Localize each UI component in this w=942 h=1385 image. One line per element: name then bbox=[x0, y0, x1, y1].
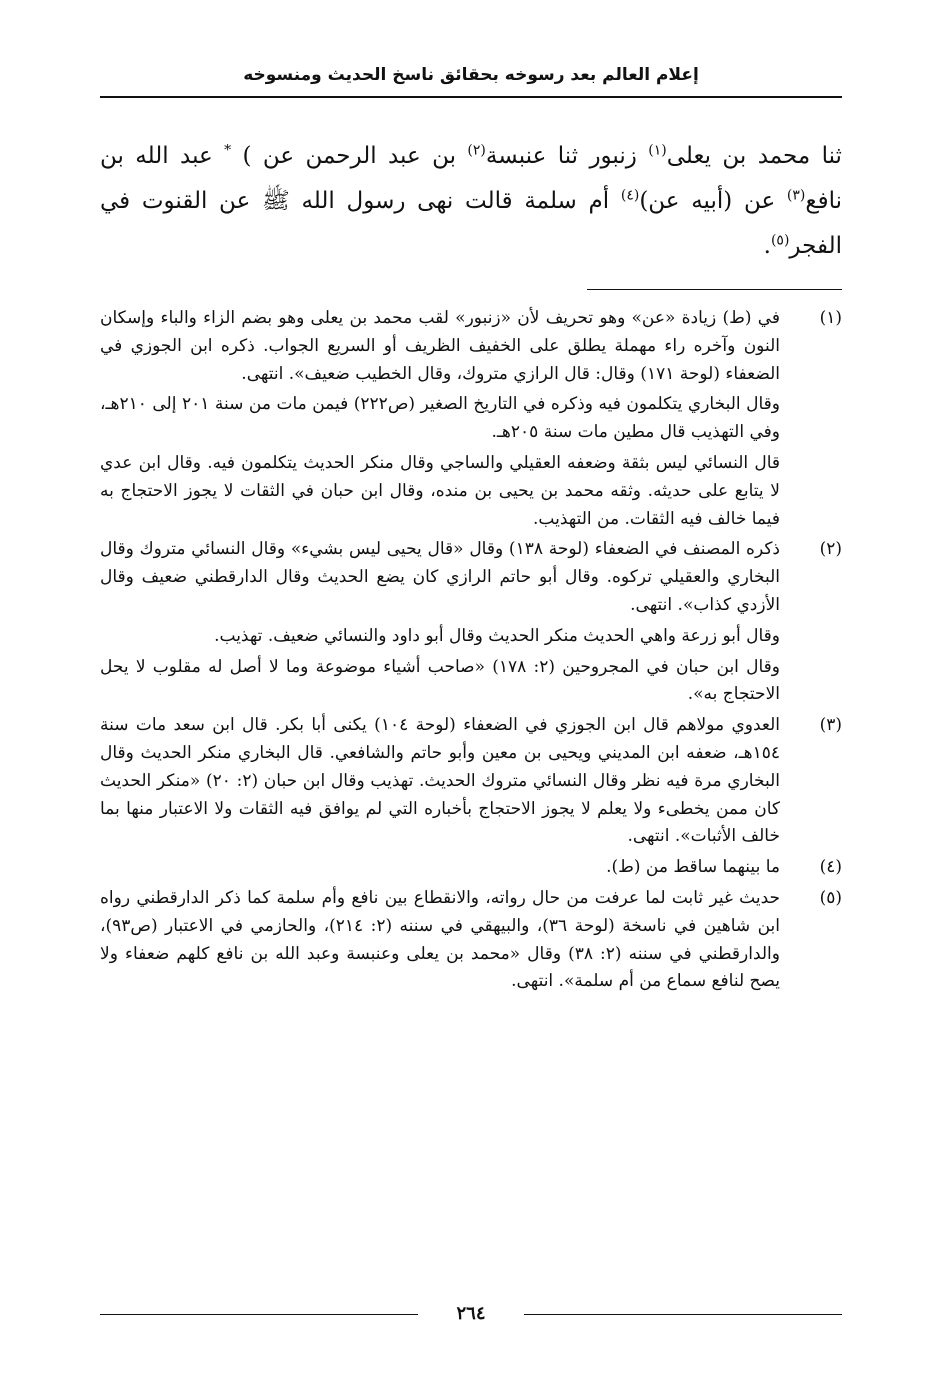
footnote-number: (٤) bbox=[819, 857, 842, 878]
footnotes bbox=[100, 305, 842, 999]
footnote-paragraph: حديث غير ثابت لما عرفت من حال رواته، والانقطاع بين نافع وأم سلمة كما ذكر الدارقطني رواه ابن شاهين في ناسخة (لوحة ٣٦)، والبيهقي في سننه (٢: ٢١٤)، والحازمي في الاعتبار (ص٩٣)، والدارقطني في سننه (٢: ٣٨) وقال «محمد بن يعلى وعنبسة وعبد الله بن نافع كلهم ضعفاء ولا يصح لنافع سماع من أم سلمة». انتهى. bbox=[100, 887, 780, 992]
main-text bbox=[100, 134, 842, 269]
main-text-segment: بن عبد الرحمن عن ) bbox=[231, 143, 468, 169]
footnote-4 bbox=[100, 854, 842, 882]
footnote-number: (٣) bbox=[819, 715, 842, 736]
footnote-ref-4[interactable]: (٤) bbox=[620, 187, 640, 204]
footnote-ref-5[interactable]: (٥) bbox=[770, 232, 790, 249]
main-text-segment: أم سلمة قالت نهى رسول الله ﷺ عن القنوت في الفجر bbox=[100, 188, 842, 259]
footnote-paragraph: وقال ابن حبان في المجروحين (٢: ١٧٨) «صاحب أشياء موضوعة وما لا أصل له مقلوب لا يحل الاحتجاج به». bbox=[100, 656, 781, 705]
page-footer bbox=[100, 1302, 842, 1326]
footnote-number: (٥) bbox=[819, 887, 842, 908]
page-number: ٢٦٤ bbox=[456, 1303, 486, 1324]
main-text-segment: عبد الله بن نافع bbox=[100, 143, 843, 214]
asterisk-mark: * bbox=[224, 142, 232, 159]
main-text-segment: زنبور ثنا عنبسة bbox=[485, 143, 649, 169]
footnote-ref-2[interactable]: (٢) bbox=[467, 142, 486, 159]
main-text-segment: عن (أبيه عن) bbox=[639, 188, 787, 214]
running-head: إعلام العالم بعد رسوخه بحقائق ناسخ الحديث ومنسوخه bbox=[243, 65, 699, 85]
header-rule bbox=[100, 96, 842, 98]
footnote-paragraph: ذكره المصنف في الضعفاء (لوحة ١٣٨) وقال «قال يحيى ليس بشيء» وقال النسائي متروك وقال البخاري والعقيلي تركوه. وقال أبو حاتم الرازي كان يضع الحديث وقال الدارقطني ضعيف وقال الأزدي كذاب». انتهى. bbox=[100, 539, 780, 615]
main-text-segment: . bbox=[763, 233, 771, 259]
main-text-segment: ثنا محمد بن يعلى bbox=[666, 143, 842, 169]
footnote-5 bbox=[100, 885, 842, 996]
footnote-2 bbox=[100, 536, 842, 709]
footnote-ref-1[interactable]: (١) bbox=[648, 142, 667, 159]
footnote-3 bbox=[100, 712, 842, 851]
footnote-paragraph: في (ط) زيادة «عن» وهو تحريف لأن «زنبور» لقب محمد بن يعلى وهو بضم الزاء والباء وإسكان النون وآخره راء مهملة يطلق على الخفيف الظريف أو السريع الجواب. ذكره ابن الجوزي في الضعفاء (لوحة ١٧١) وقال: قال الرازي متروك، وقال الخطيب ضعيف». انتهى. bbox=[100, 308, 780, 384]
footnote-paragraph: وقال أبو زرعة واهي الحديث منكر الحديث وقال أبو داود والنسائي ضعيف. تهذيب. bbox=[214, 625, 780, 646]
footnote-paragraph: قال النسائي ليس بثقة وضعفه العقيلي والساجي وقال منكر الحديث يتكلمون فيه. وقال ابن عدي لا يتابع على حديثه. وثقه محمد بن يحيى بن منده، وقال ابن حبان في الثقات لا يجوز الاحتجاج به فيما خالف فيه الثقات. من التهذيب. bbox=[100, 452, 780, 529]
footnote-paragraph: وقال البخاري يتكلمون فيه وذكره في التاريخ الصغير (ص٢٢٢) فيمن مات من سنة ٢٠١ إلى ٢١٠هـ، وفي التهذيب قال مطين مات سنة ٢٠٥هـ. bbox=[100, 394, 780, 443]
footnote-number: (١) bbox=[819, 308, 842, 328]
footnote-1 bbox=[100, 305, 842, 533]
footer-rule-left bbox=[100, 1314, 418, 1315]
footnote-ref-3[interactable]: (٣) bbox=[786, 187, 806, 204]
footer-rule-right bbox=[524, 1314, 842, 1315]
footnote-paragraph: ما بينهما ساقط من (ط). bbox=[606, 857, 780, 878]
footnote-number: (٢) bbox=[819, 539, 842, 560]
footnote-paragraph: العدوي مولاهم قال ابن الجوزي في الضعفاء (لوحة ١٠٤) يكنى أبا بكر. قال ابن سعد مات سنة ١٥٤هـ، ضعفه ابن المديني ويحيى بن معين وأبو حاتم والشافعي. قال البخاري منكر الحديث وقال البخاري مرة فيه نظر وقال النسائي متروك الحديث. تهذيب وقال ابن حبان (٢: ٢٠) «منكر الحديث كان ممن يخطىء ولا يعلم لا يجوز الاحتجاج بأخباره التي لم يوافق فيه الثقات ولا الاعتبار منها بما خالف الأثبات». انتهى. bbox=[100, 715, 780, 847]
footnote-separator bbox=[587, 289, 842, 290]
